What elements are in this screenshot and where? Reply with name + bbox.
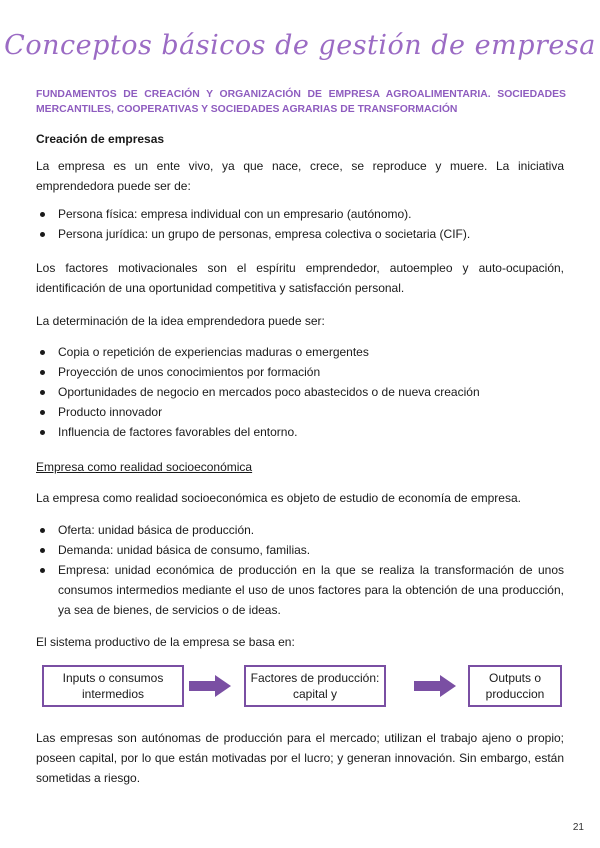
list-idea — [36, 342, 564, 442]
page-subtitle: FUNDAMENTOS DE CREACIÓN Y ORGANIZACIÓN DE EMPRESA AGROALIMENTARIA. SOCIEDADES MERCANTILES, COOPERATIVAS Y SOCIEDADES AGRARIAS DE TRANSFORMACIÓN — [36, 89, 566, 115]
list-item: Demanda: unidad básica de consumo, familias. — [36, 540, 564, 560]
list-item: Producto innovador — [36, 402, 564, 422]
list-item: Persona física: empresa individual con un empresario (autónomo). — [36, 204, 564, 224]
section-heading-realidad: Empresa como realidad socioeconómica — [36, 460, 253, 474]
page-number: 21 — [572, 822, 584, 833]
list-realidad — [36, 520, 564, 620]
flow-box-outputs: Outputs o produccion — [468, 665, 562, 707]
paragraph-factores: Los factores motivacionales son el espíritu emprendedor, autoempleo y auto-ocupación, identificación de una oportunidad competitiva y satisfacción personal. — [36, 261, 564, 295]
list-item: Persona jurídica: un grupo de personas, empresa colectiva o societaria (CIF). — [36, 224, 564, 244]
paragraph-autonomas: Las empresas son autónomas de producción para el mercado; utilizan el trabajo ajeno o propio; poseen capital, por lo que están motivadas por el lucro; y generan innovación. Sin embargo, están sometidas a riesgo. — [36, 731, 564, 785]
section-heading-creacion: Creación de empresas — [36, 132, 165, 146]
right-arrow-icon — [414, 675, 456, 697]
paragraph-sistema: El sistema productivo de la empresa se basa en: — [36, 635, 295, 649]
flow-box-inputs: Inputs o consumos intermedios — [42, 665, 184, 707]
right-arrow-icon — [189, 675, 231, 697]
list-item: Oferta: unidad básica de producción. — [36, 520, 564, 540]
paragraph-determinacion: La determinación de la idea emprendedora puede ser: — [36, 314, 325, 328]
paragraph-intro: La empresa es un ente vivo, ya que nace, crece, se reproduce y muere. La iniciativa emprendedora puede ser de: — [36, 159, 564, 193]
page-title: Conceptos básicos de gestión de empresa — [4, 30, 596, 61]
list-item: Empresa: unidad económica de producción en la que se realiza la transformación de unos consumos intermedios mediante el uso de unos factores para la obtención de una producción, ya sea de bienes, de servicios o de ideas. — [36, 560, 564, 620]
production-flow-diagram — [36, 665, 564, 715]
list-item: Oportunidades de negocio en mercados poco abastecidos o de nueva creación — [36, 382, 564, 402]
flow-box-factores: Factores de producción: capital y — [244, 665, 386, 707]
list-item: Copia o repetición de experiencias maduras o emergentes — [36, 342, 564, 362]
list-iniciativa — [36, 204, 564, 244]
list-item: Influencia de factores favorables del entorno. — [36, 422, 564, 442]
list-item: Proyección de unos conocimientos por formación — [36, 362, 564, 382]
paragraph-realidad: La empresa como realidad socioeconómica es objeto de estudio de economía de empresa. — [36, 491, 521, 505]
